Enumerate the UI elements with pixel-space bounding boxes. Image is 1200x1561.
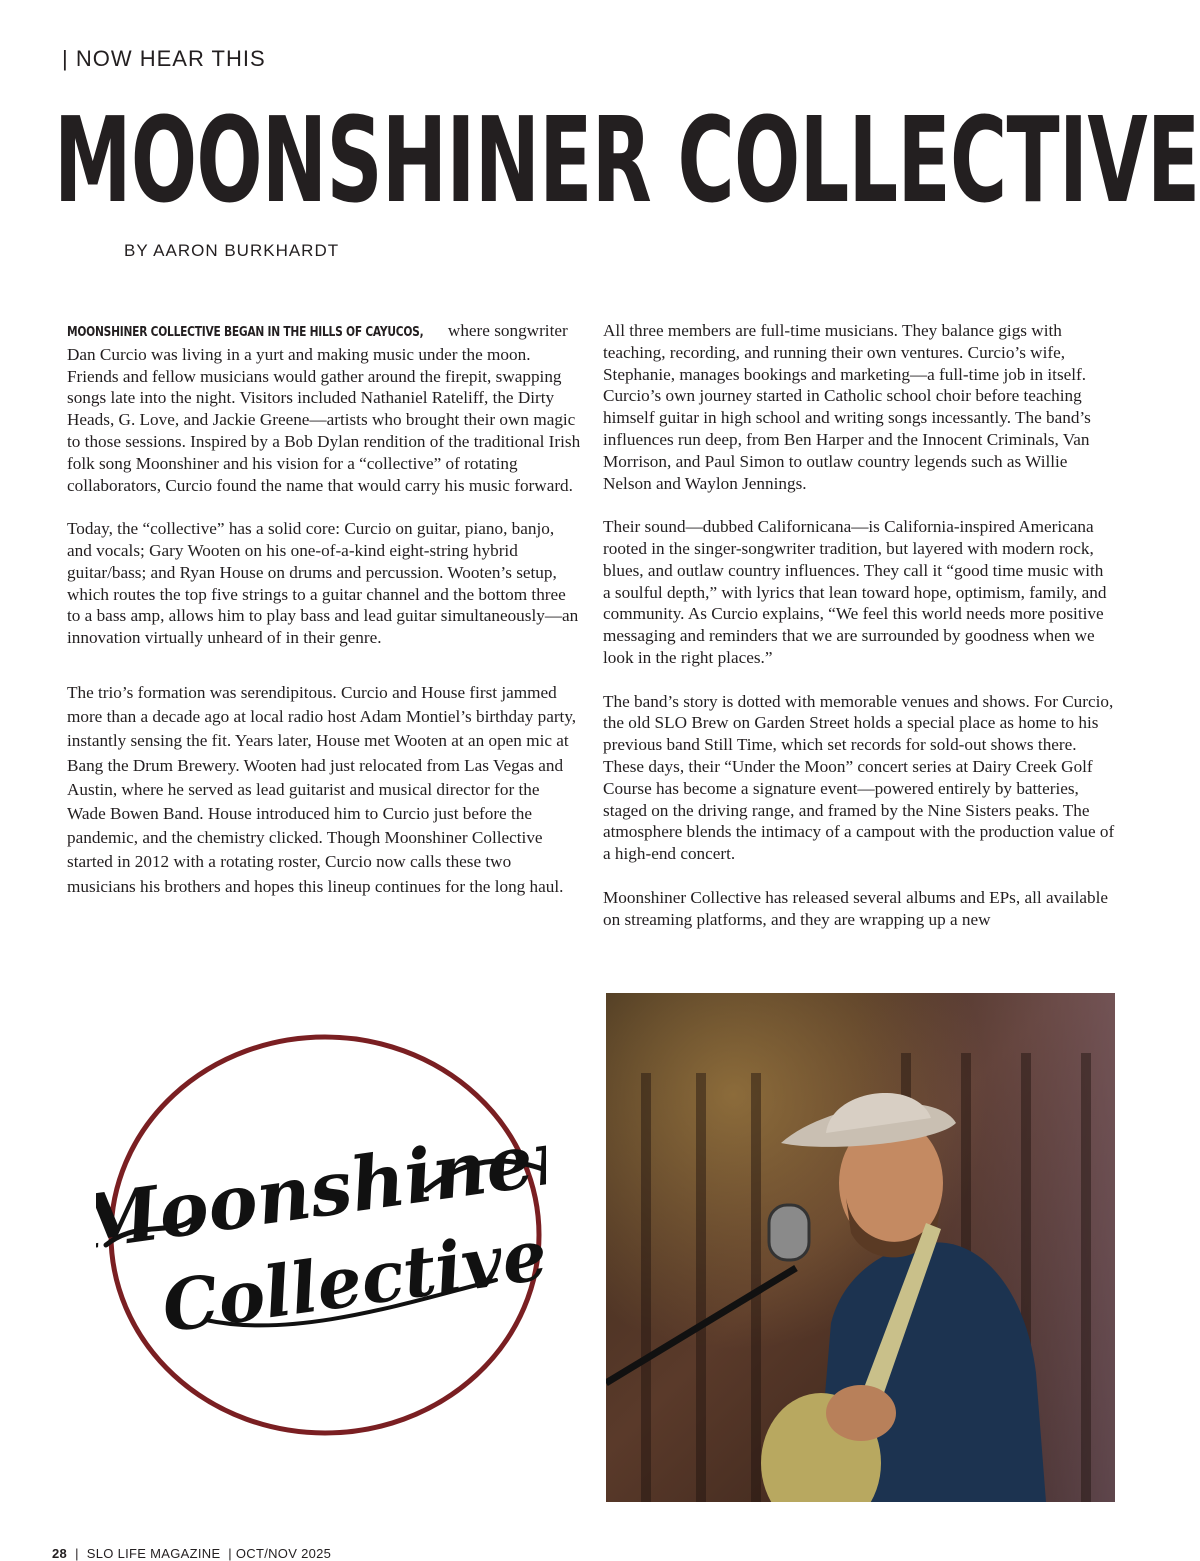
paragraph-text: where songwriter Dan Curcio was living in a yurt and making music under the moon. Friends and fellow musicians would gather around the firepit, swapping songs late into the night. Visitors included Nathaniel Rateliff, the Dirty Heads, G. Love, and Jackie Greene—artists who brought their own magic to those sessions. Inspired by a Bob Dylan rendition of the traditional Irish folk song Moonshiner and his vision for a “collective” of rotating collaborators, Curcio found the name that would carry his music forward. [67, 321, 581, 495]
article-column-right [603, 320, 1115, 930]
article-paragraph: Moonshiner Collective has released several albums and EPs, all available on streaming platforms, and they are wrapping up a new [603, 887, 1108, 929]
article-paragraph: All three members are full-time musicians. They balance gigs with teaching, recording, and running their own ventures. Curcio’s wife, Stephanie, manages bookings and marketing—a full-time job in itself. Curcio’s own journey started in Catholic school choir before teaching himself guitar in high school and writing songs incessantly. The band’s influences run deep, from Ben Harper and the Innocent Criminals, Van Morrison, and Paul Simon to outlaw country legends such as Willie Nelson and Waylon Jennings. [603, 321, 1091, 493]
article-paragraph [67, 320, 582, 496]
article-column-left [67, 320, 582, 899]
article-paragraph: Today, the “collective” has a solid core: Curcio on guitar, piano, banjo, and vocals; Gary Wooten on his one-of-a-kind eight-string hybrid guitar/bass; and Ryan House on drums and percussion. Wooten’s setup, which routes the top five strings to a guitar channel and the bottom three to a bass amp, allows him to play bass and lead guitar simultaneously—an innovation virtually unheard of in their genre. [67, 519, 579, 648]
hand [826, 1385, 896, 1441]
article-paragraph: The band’s story is dotted with memorable venues and shows. For Curcio, the old SLO Brew on Garden Street holds a special place as home to his previous band Still Time, which set records for sold-out shows there. These days, their “Under the Moon” concert series at Dairy Creek Golf Course has become a signature event—powered entirely by batteries, staged on the driving range, and framed by the Nine Sisters peaks. The atmosphere blends the intimacy of a campout with the production value of a high-end concert. [603, 691, 1115, 864]
footer-separator: | [75, 1546, 79, 1561]
logo-text-line2: Collective [157, 1212, 546, 1349]
page-footer [52, 1546, 331, 1561]
publication-name: SLO LIFE MAGAZINE [86, 1546, 221, 1561]
photo-graphic [606, 993, 1115, 1502]
microphone [769, 1205, 809, 1260]
lead-in: MOONSHINER COLLECTIVE BEGAN IN THE HILLS OF CAYUCOS, [67, 325, 424, 340]
headline: MOONSHINER COLLECTIVE [54, 91, 1200, 229]
byline: BY AARON BURKHARDT [124, 241, 340, 260]
logo-graphic [96, 1030, 546, 1440]
page-number: 28 [52, 1546, 68, 1561]
article-paragraph: The trio’s formation was serendipitous. Curcio and House first jammed more than a decade ago at local radio host Adam Montiel’s birthday party, instantly sensing the fit. Years later, House met Wooten at an open mic at Bang the Drum Brewery. Wooten had just relocated from Las Vegas and Austin, where he served as lead guitarist and musical director for the Wade Bowen Band. House introduced him to Curcio just before the pandemic, and the chemistry clicked. Though Moonshiner Collective started in 2012 with a rotating roster, Curcio now calls these two musicians his brothers and hopes this lineup continues for the long haul. [67, 682, 577, 896]
issue-date: | OCT/NOV 2025 [228, 1546, 332, 1561]
section-label: | NOW HEAR THIS [62, 46, 266, 71]
band-photo [606, 993, 1115, 1502]
logo-text-line1: Moonshiner [96, 1113, 546, 1268]
band-logo [96, 1030, 546, 1440]
article-paragraph: Their sound—dubbed Californicana—is California-inspired Americana rooted in the singer-songwriter tradition, but layered with modern rock, blues, and outlaw country influences. They call it “good time music with a soulful depth,” with lyrics that lean toward hope, optimism, family, and community. As Curcio explains, “We feel this world needs more positive messaging and reminders that we are surrounded by goodness when we look in the right places.” [603, 517, 1107, 667]
